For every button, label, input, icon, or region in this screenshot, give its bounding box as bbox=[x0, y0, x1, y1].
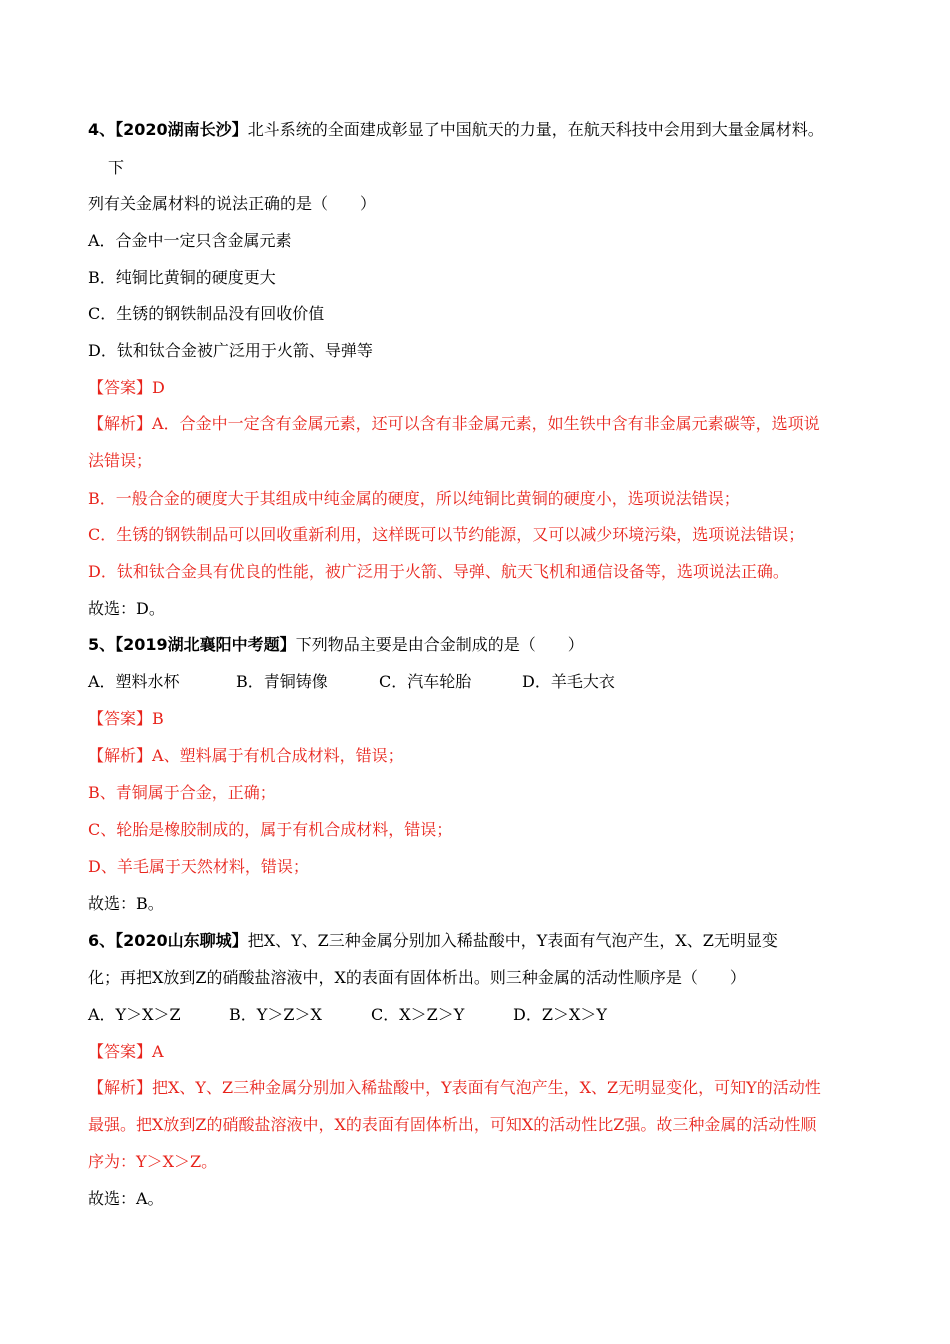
q5-answer-value: B bbox=[152, 709, 164, 728]
q4-answer-value: D bbox=[152, 378, 165, 397]
q5-analysis-4: D、羊毛属于天然材料，错误； bbox=[88, 857, 309, 876]
q5-analysis-1: A、塑料属于有机合成材料，错误； bbox=[152, 746, 404, 765]
q5-options bbox=[88, 672, 615, 692]
q6-analysis-2: 最强。把X放到Z的硝酸盐溶液中，X的表面有固体析出，可知X的活动性比Z强。故三种金属的活动性顺 bbox=[88, 1115, 817, 1134]
q6-source: 【2020山东聊城】 bbox=[115, 931, 248, 950]
q6-conclusion: 故选：A。 bbox=[88, 1189, 164, 1208]
q4-source: 【2020湖南长沙】 bbox=[115, 120, 248, 139]
q5-number: 5、 bbox=[88, 635, 116, 654]
q4-analysis-3: B．一般合金的硬度大于其组成中纯金属的硬度，所以纯铜比黄铜的硬度小，选项说法错误； bbox=[88, 489, 740, 508]
q4-conclusion: 故选：D。 bbox=[88, 599, 165, 618]
q4-option-b: B．纯铜比黄铜的硬度更大 bbox=[88, 268, 276, 287]
q6-options bbox=[88, 1005, 607, 1025]
q4-analysis-4: C．生锈的钢铁制品可以回收重新利用，这样既可以节约能源，又可以减少环境污染，选项说法错误； bbox=[88, 525, 805, 544]
q4-analysis-1: A．合金中一定含有金属元素，还可以含有非金属元素，如生铁中含有非金属元素碳等，选项说 bbox=[152, 414, 820, 433]
q4-option-a: A．合金中一定只含金属元素 bbox=[88, 231, 292, 250]
q5-option-a: A．塑料水杯 bbox=[88, 672, 180, 691]
q4-answer bbox=[88, 378, 165, 398]
q6-analysis-3: 序为：Y＞X＞Z。 bbox=[88, 1152, 218, 1171]
q4-stem-3: 列有关金属材料的说法正确的是（ ） bbox=[88, 194, 377, 213]
q4-answer-tag: 【答案】 bbox=[88, 378, 153, 397]
q5-answer-tag: 【答案】 bbox=[88, 709, 153, 728]
q6-analysis-1: 把X、Y、Z三种金属分别加入稀盐酸中，Y表面有气泡产生，X、Z无明显变化，可知Y的活动性 bbox=[152, 1078, 821, 1097]
q5-source: 【2019湖北襄阳中考题】 bbox=[115, 635, 296, 654]
q6-analysis-line-1 bbox=[88, 1078, 821, 1098]
q5-answer bbox=[88, 709, 164, 729]
q6-stem-line-1 bbox=[88, 931, 778, 951]
q6-stem-2: 化；再把X放到Z的硝酸盐溶液中，X的表面有固体析出。则三种金属的活动性顺序是（ ） bbox=[88, 968, 746, 987]
q5-analysis-line-1 bbox=[88, 746, 404, 766]
q5-option-c: C．汽车轮胎 bbox=[379, 672, 472, 691]
q4-stem-1: 北斗系统的全面建成彰显了中国航天的力量，在航天科技中会用到大量金属材料。 bbox=[247, 120, 824, 139]
q6-option-b: B．Y＞Z＞X bbox=[229, 1005, 322, 1024]
q4-option-c: C．生锈的钢铁制品没有回收价值 bbox=[88, 304, 325, 323]
q5-option-d: D．羊毛大衣 bbox=[522, 672, 615, 691]
q6-answer-tag: 【答案】 bbox=[88, 1042, 153, 1061]
q4-analysis-line-1 bbox=[88, 414, 820, 434]
q5-option-b: B．青铜铸像 bbox=[236, 672, 328, 691]
q5-analysis-tag: 【解析】 bbox=[88, 746, 153, 765]
q6-option-d: D．Z＞X＞Y bbox=[513, 1005, 607, 1024]
q6-option-a: A．Y＞X＞Z bbox=[88, 1005, 181, 1024]
q6-answer-value: A bbox=[152, 1042, 164, 1061]
q5-analysis-3: C、轮胎是橡胶制成的，属于有机合成材料，错误； bbox=[88, 820, 453, 839]
q4-analysis-5: D．钛和钛合金具有优良的性能，被广泛用于火箭、导弹、航天飞机和通信设备等，选项说法正确。 bbox=[88, 562, 789, 581]
q6-answer bbox=[88, 1042, 164, 1062]
q5-conclusion: 故选：B。 bbox=[88, 894, 164, 913]
q6-option-c: C．X＞Z＞Y bbox=[371, 1005, 465, 1024]
q4-stem-2: 下 bbox=[108, 158, 125, 177]
q6-stem-1: 把X、Y、Z三种金属分别加入稀盐酸中，Y表面有气泡产生，X、Z无明显变 bbox=[247, 931, 778, 950]
q4-analysis-2: 法错误； bbox=[88, 451, 153, 470]
q5-analysis-2: B、青铜属于合金，正确； bbox=[88, 783, 276, 802]
q4-analysis-tag: 【解析】 bbox=[88, 414, 153, 433]
q4-number: 4、 bbox=[88, 120, 116, 139]
q5-stem: 下列物品主要是由合金制成的是（ ） bbox=[295, 635, 584, 654]
q6-number: 6、 bbox=[88, 931, 116, 950]
q4-stem-line-1 bbox=[88, 120, 824, 140]
q6-analysis-tag: 【解析】 bbox=[88, 1078, 153, 1097]
q4-option-d: D．钛和钛合金被广泛用于火箭、导弹等 bbox=[88, 341, 373, 360]
q5-stem-line bbox=[88, 635, 584, 655]
